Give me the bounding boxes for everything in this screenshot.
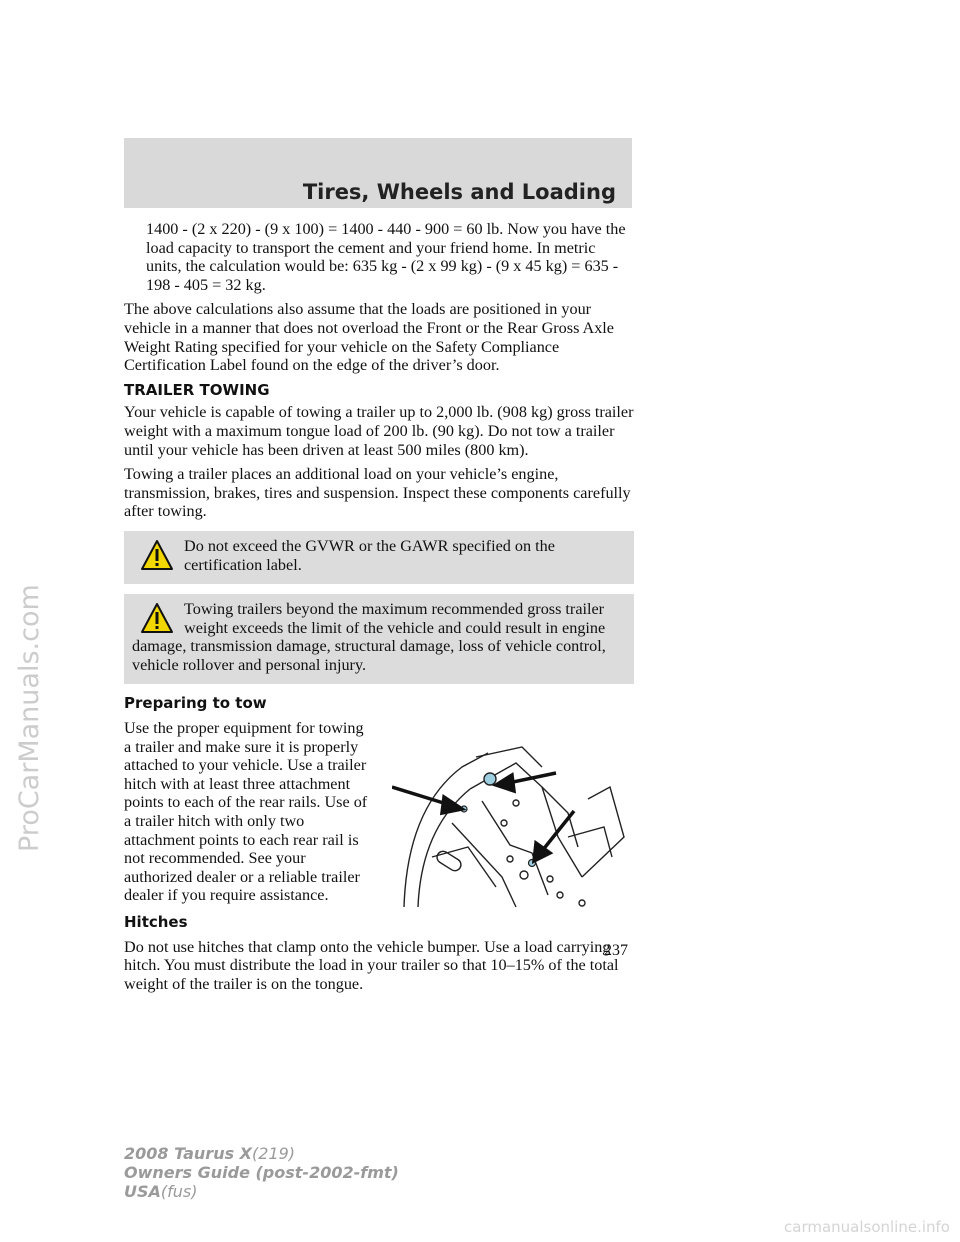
- hitches-paragraph: Do not use hitches that clamp onto the vehicle bumper. Use a load carrying hitch. You must distribute the load in your trailer so that 10–15% of the total weight of the trailer is on the tongue.: [124, 937, 619, 993]
- footer-model-code: (219): [252, 1144, 296, 1163]
- warning-box-gvwr: [124, 531, 634, 584]
- section-title: Tires, Wheels and Loading: [302, 180, 616, 204]
- hitches-heading: Hitches: [124, 913, 188, 931]
- footer-model: 2008 Taurus X: [124, 1144, 253, 1163]
- preparing-to-tow-heading: Preparing to tow: [124, 694, 267, 713]
- trailer-towing-heading: TRAILER TOWING: [124, 380, 270, 399]
- footer-guide: Owners Guide (post-2002-fmt): [124, 1163, 399, 1182]
- page-header: [124, 138, 632, 208]
- preparing-paragraph: Use the proper equipment for towing a trailer and make sure it is properly attached to your vehicle. Use a trailer hitch with at least three attachment points to each of the rear rails. Use of a trailer hitch with only two attachment points to each rear rail is not recommended. See your authorized dealer or a reliable trailer dealer if you require assistance.: [124, 719, 368, 905]
- rear-rail-attachment-diagram: [392, 727, 634, 909]
- footer-market: USA: [124, 1182, 161, 1201]
- warning-text: Do not exceed the GVWR or the GAWR specified on the certification label.: [184, 536, 555, 574]
- warning-triangle-icon: [140, 602, 174, 636]
- calc-paragraph: 1400 - (2 x 220) - (9 x 100) = 1400 - 440 - 900 = 60 lb. Now you have the load capacity to transport the cement and your friend home. In metric units, the calculation would be: 635 kg - (2 x 99 kg) - (9 x 45 kg) = 635 - 198 - 405 = 32 kg.: [146, 220, 626, 294]
- page-content: [124, 220, 634, 999]
- page-number: 237: [604, 942, 628, 959]
- warning-triangle-icon: [140, 539, 174, 573]
- corner-watermark: carmanualsonline.info: [784, 1218, 950, 1236]
- assumption-paragraph: The above calculations also assume that the loads are positioned in your vehicle in a manner that does not overload the Front or the Rear Gross Axle Weight Rating specified for your vehicle on the Safety Compliance Certification Label found on the edge of the driver’s door.: [124, 300, 614, 375]
- document-footer: [124, 1144, 399, 1201]
- side-watermark: ProCarManuals.com: [14, 584, 45, 852]
- warning-box-trailer-weight: [124, 594, 634, 684]
- footer-market-code: (fus): [160, 1182, 198, 1201]
- preparing-section: [124, 719, 634, 911]
- towing-capacity-paragraph: Your vehicle is capable of towing a trailer up to 2,000 lb. (908 kg) gross trailer weight with a maximum tongue load of 200 lb. (90 kg). Do not tow a trailer until your vehicle has been driven at least 500 miles (800 km).: [124, 403, 634, 459]
- additional-load-paragraph: Towing a trailer places an additional load on your vehicle’s engine, transmission, brakes, tires and suspension. Inspect these components carefully after towing.: [124, 465, 631, 521]
- warning-text: Towing trailers beyond the maximum recommended gross trailer weight exceeds the limit of the vehicle and could result in engine damage, transmission damage, structural damage, loss of vehicle control, vehicle rollover and personal injury.: [132, 600, 606, 674]
